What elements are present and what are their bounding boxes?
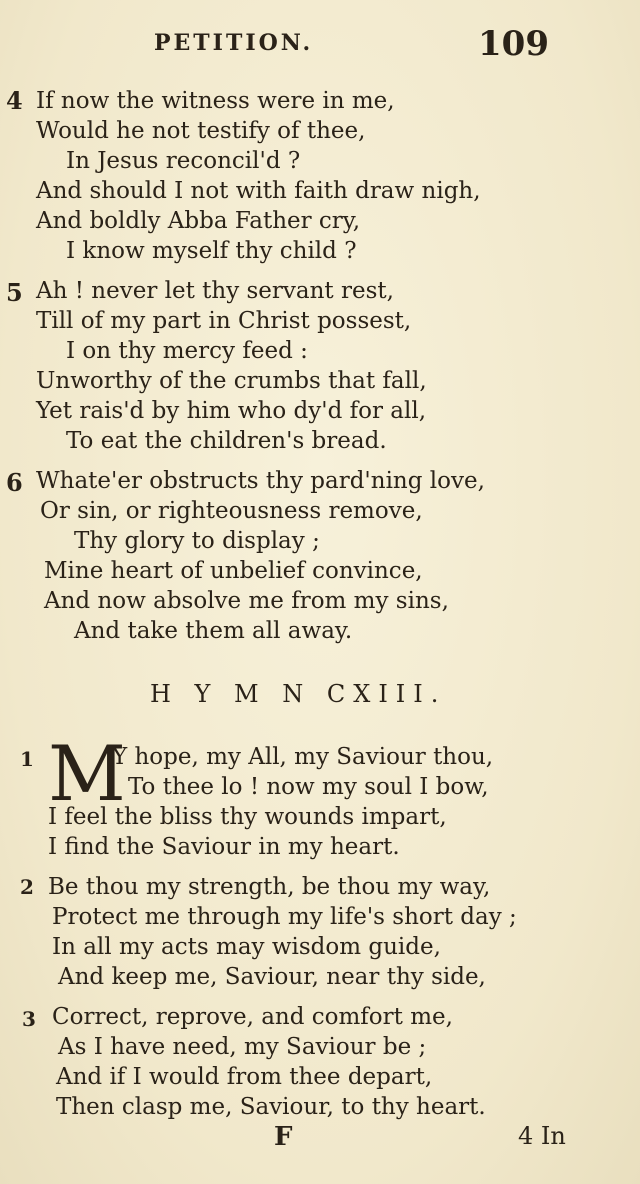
verse-line: Be thou my strength, be thou my way,: [48, 874, 491, 900]
verse-line: To thee lo ! now my soul I bow,: [128, 774, 489, 800]
stanza-number: 2: [20, 875, 34, 899]
verse-line: Thy glory to display ;: [74, 528, 320, 554]
verse-line: I find the Saviour in my heart.: [48, 834, 400, 860]
verse-line: In Jesus reconcil'd ?: [66, 148, 301, 174]
verse-line: Then clasp me, Saviour, to thy heart.: [56, 1094, 486, 1120]
verse-line: Or sin, or righteousness remove,: [40, 498, 423, 524]
stanza-number: 5: [6, 278, 23, 307]
verse-line: Ah ! never let thy servant rest,: [36, 278, 394, 304]
verse-line: And keep me, Saviour, near thy side,: [58, 964, 486, 990]
stanza-number: 6: [6, 468, 23, 497]
verse-line: Till of my part in Christ possest,: [36, 308, 412, 334]
verse-line: And boldly Abba Father cry,: [36, 208, 361, 234]
page-number: 109: [478, 24, 549, 64]
verse-line: Would he not testify of thee,: [36, 118, 366, 144]
verse-line: To eat the children's bread.: [66, 428, 387, 454]
verse-line: I feel the bliss thy wounds impart,: [48, 804, 447, 830]
verse-line: And now absolve me from my sins,: [44, 588, 449, 614]
verse-line: Correct, reprove, and comfort me,: [52, 1004, 453, 1030]
verse-line: And take them all away.: [74, 618, 353, 644]
signature-mark: F: [274, 1122, 293, 1152]
verse-line: In all my acts may wisdom guide,: [52, 934, 441, 960]
hymn-title: H Y M N CXIII.: [150, 680, 447, 708]
verse-line: Y hope, my All, my Saviour thou,: [112, 744, 494, 770]
verse-line: And should I not with faith draw nigh,: [36, 178, 481, 204]
stanza-number: 1: [20, 747, 34, 771]
stanza-number: 4: [6, 86, 23, 115]
stanza-number: 3: [22, 1007, 36, 1031]
verse-line: Protect me through my life's short day ;: [52, 904, 517, 930]
verse-line: I on thy mercy feed :: [66, 338, 308, 364]
verse-line: Whate'er obstructs thy pard'ning love,: [36, 468, 485, 494]
verse-line: Mine heart of unbelief convince,: [44, 558, 423, 584]
verse-line: Yet rais'd by him who dy'd for all,: [36, 398, 427, 424]
page-footer: [0, 1122, 640, 1162]
verse-line: Unworthy of the crumbs that fall,: [36, 368, 427, 394]
drop-cap: M: [48, 729, 126, 818]
verse-line: As I have need, my Saviour be ;: [58, 1034, 427, 1060]
verse-line: I know myself thy child ?: [66, 238, 357, 264]
page-header: [0, 24, 640, 70]
running-title: PETITION.: [154, 30, 314, 56]
verse-line: If now the witness were in me,: [36, 88, 395, 114]
verse-line: And if I would from thee depart,: [56, 1064, 433, 1090]
catchword: 4 In: [518, 1122, 566, 1150]
